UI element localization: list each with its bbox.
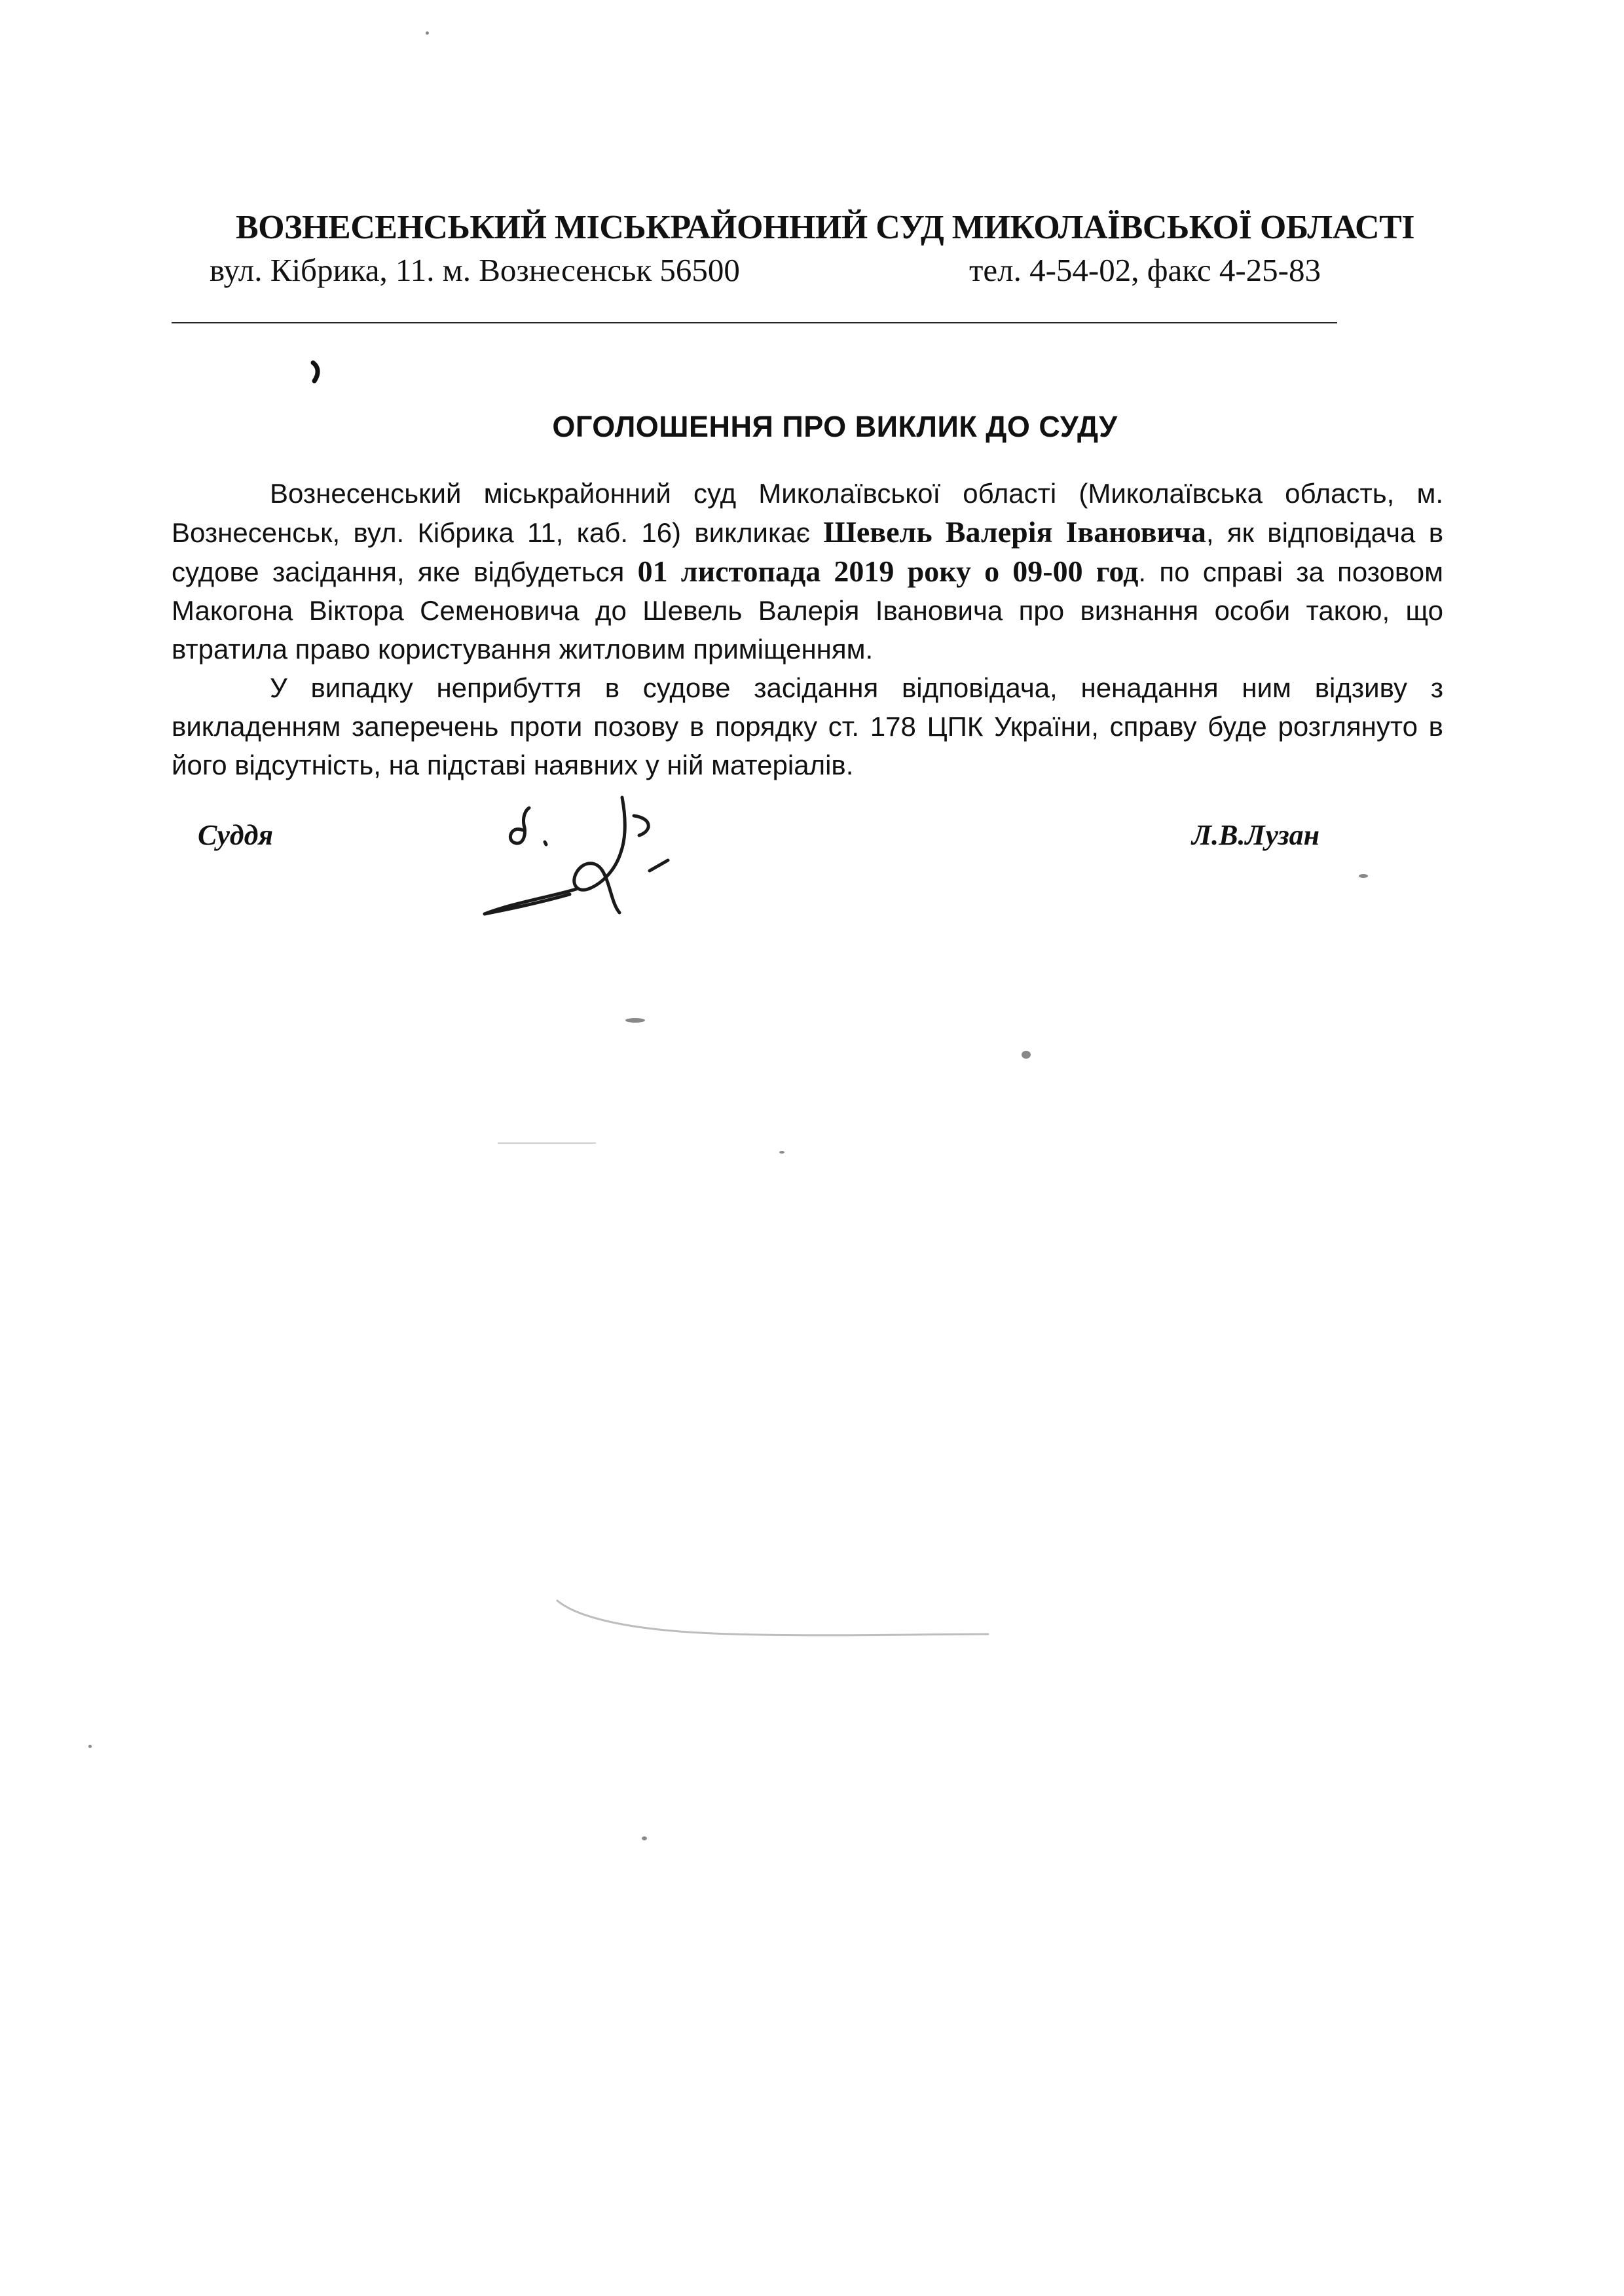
scan-dust-mark: [88, 1745, 92, 1748]
faint-line-mark: [498, 1142, 596, 1144]
judge-name: Л.В.Лузан: [1192, 819, 1320, 851]
summons-text-end: . по справі за позовом Макогона Віктора Семеновича до Шевель Валерія Івановича про визнання особи такою, що втратила право користування житловим приміщенням.: [172, 556, 1443, 665]
court-phone-fax: тел. 4-54-02, факс 4-25-83: [969, 252, 1321, 288]
court-name-heading: ВОЗНЕСЕНСЬКИЙ МІСЬКРАЙОННИЙ СУД МИКОЛАЇВСЬКОЇ ОБЛАСТІ: [236, 209, 1415, 246]
summons-text-intro: Вознесенський міськрайонний суд Миколаївської області (Миколаївська область, м. Вознесенськ, вул. Кібрика 11, каб. 16) викликає: [172, 478, 1443, 548]
header-divider: [172, 322, 1337, 323]
judge-label: Суддя: [198, 819, 274, 851]
stray-mark-icon: [308, 359, 327, 385]
court-address: вул. Кібрика, 11. м. Вознесенськ 56500: [210, 252, 740, 288]
scan-dust-mark: [1022, 1051, 1031, 1059]
summons-paragraph: [172, 474, 1443, 668]
scan-dust-mark: [642, 1836, 647, 1840]
scan-dust-mark: [779, 1151, 784, 1154]
scan-dust-mark: [426, 31, 429, 35]
defendant-name: Шевель Валерія Івановича: [823, 515, 1206, 549]
scan-dust-mark: [1359, 874, 1368, 878]
summons-text-middle: , як відповідача в судове засідання, яке відбудеться: [172, 517, 1444, 587]
consequence-paragraph: У випадку неприбуття в судове засідання відповідача, ненадання ним відзиву з викладенням заперечень проти позову в порядку ст. 178 ЦПК України, справу буде розглянуто в його відсутність, на підставі наявних у ній матеріалів.: [172, 672, 1443, 780]
judge-signature: [471, 779, 694, 936]
announcement-body: [172, 474, 1443, 784]
hearing-datetime: 01 листопада 2019 року о 09-00 год: [637, 555, 1139, 588]
faint-stroke-mark: [550, 1591, 995, 1643]
announcement-title: ОГОЛОШЕННЯ ПРО ВИКЛИК ДО СУДУ: [552, 410, 1118, 443]
scan-dust-mark: [625, 1018, 645, 1023]
